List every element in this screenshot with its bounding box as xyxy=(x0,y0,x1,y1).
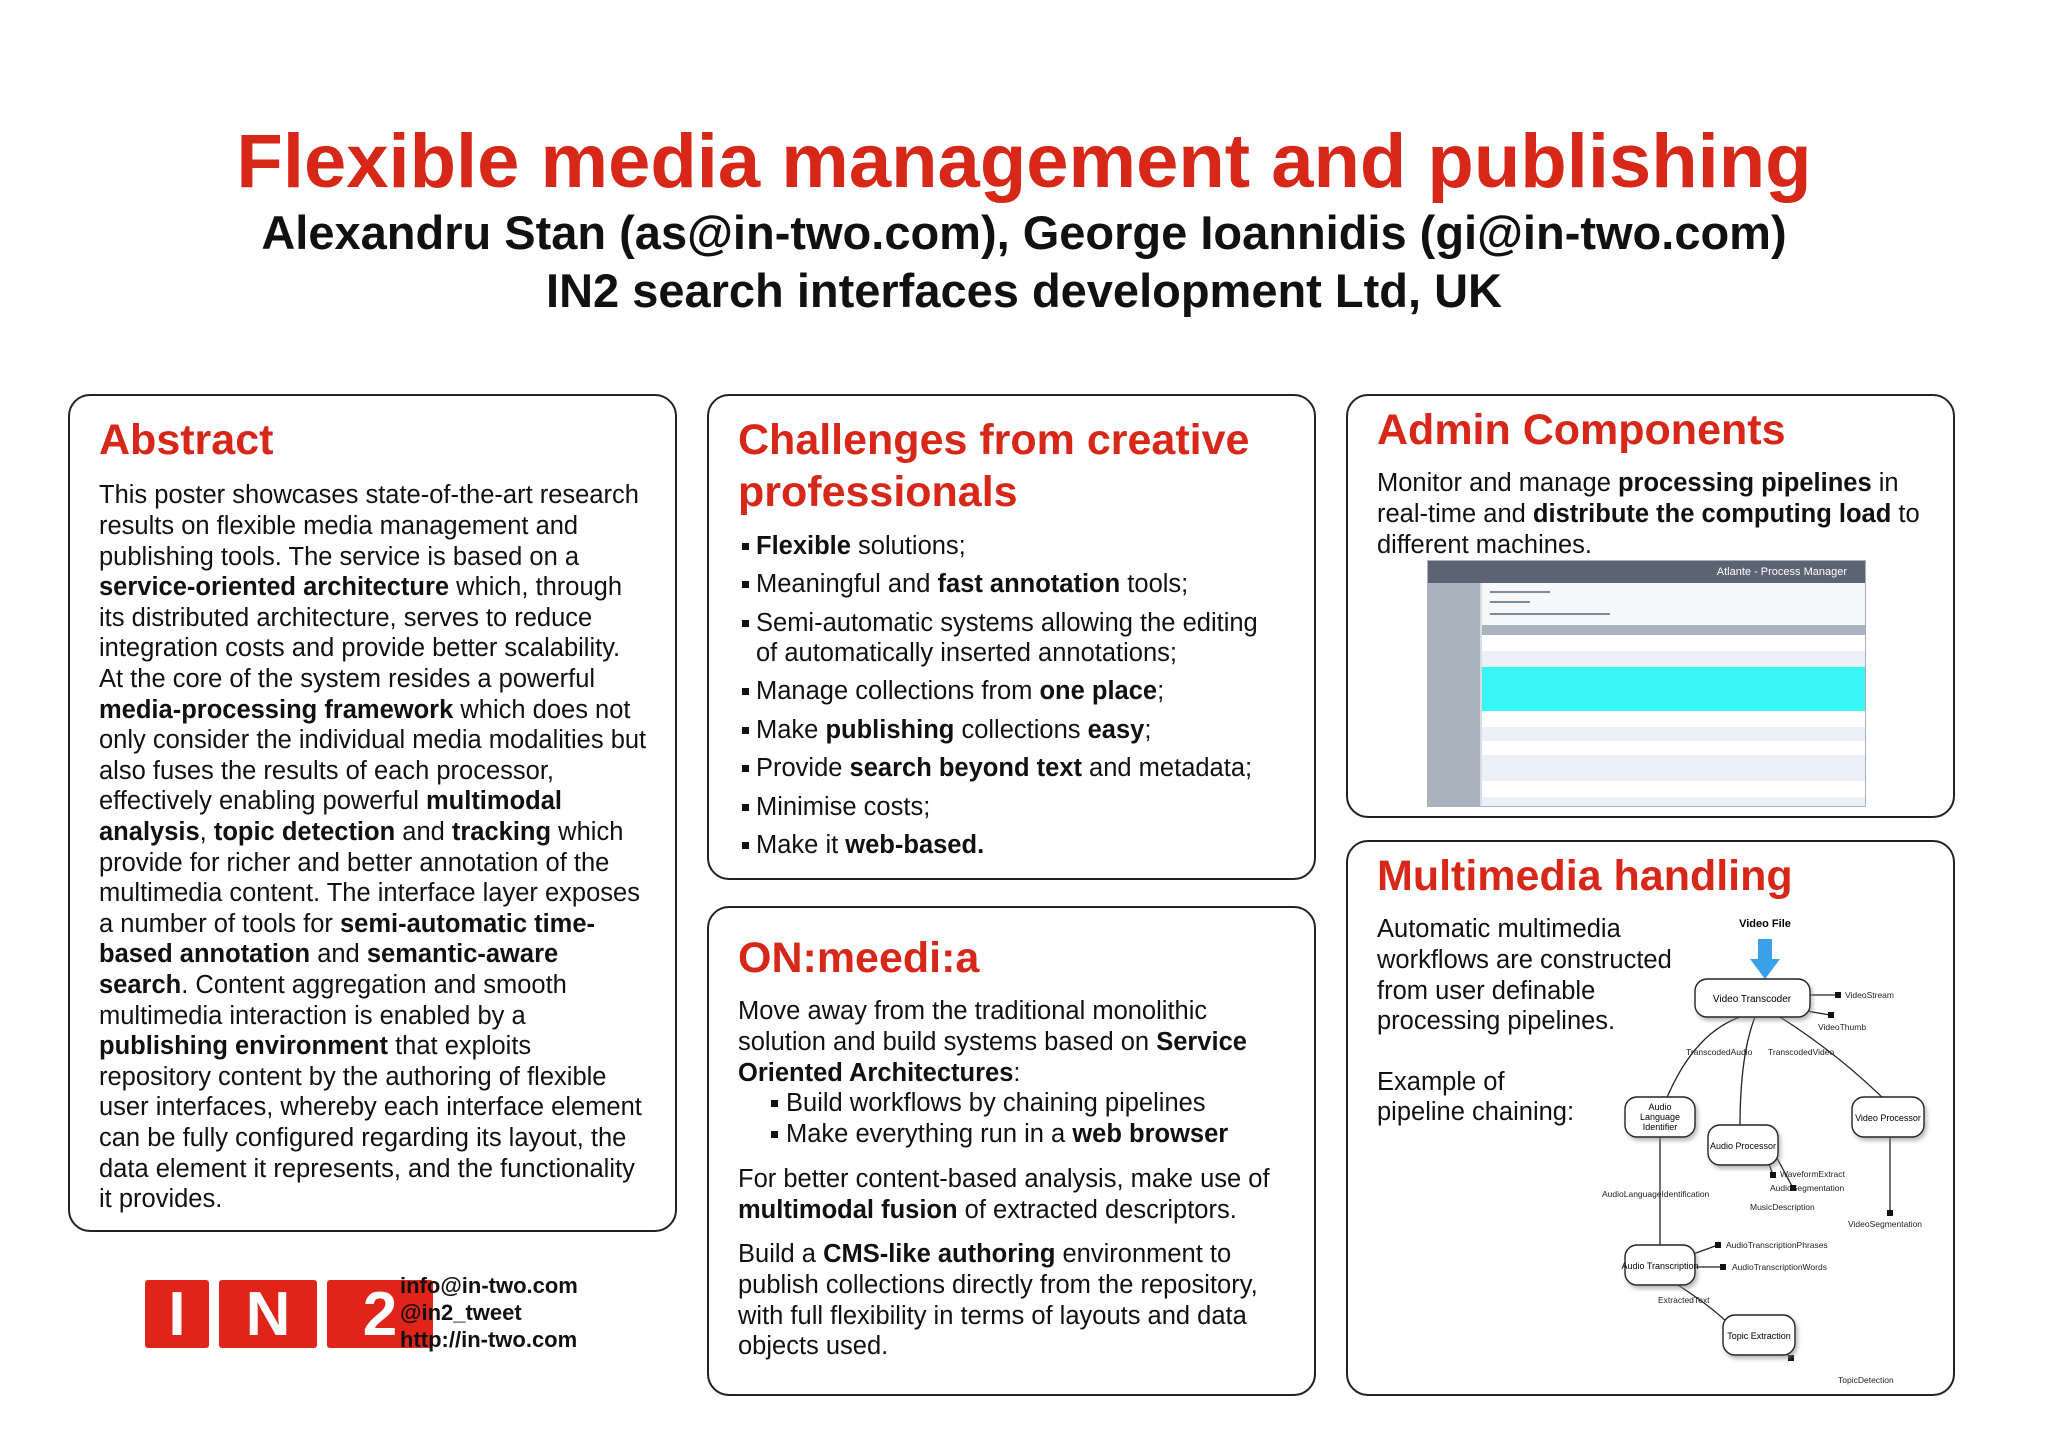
emphasis-text: Flexible xyxy=(756,531,851,560)
emphasis-text: search beyond text xyxy=(849,754,1082,783)
pipeline-diagram xyxy=(1590,905,1950,1395)
out-topic-detection: TopicDetection xyxy=(1838,1375,1894,1385)
input-arrow-icon xyxy=(1750,939,1780,979)
screenshot-table xyxy=(1482,583,1865,806)
text-run: Meaningful and xyxy=(756,570,938,599)
out-video-segmentation: VideoSegmentation xyxy=(1848,1219,1923,1229)
pipeline-example-text: Example of pipeline chaining: xyxy=(1377,1067,1575,1127)
text-run: Build workflows by chaining pipelines xyxy=(786,1089,1206,1118)
emphasis-text: processing pipelines xyxy=(1617,469,1872,498)
text-run: which does not only consider the individual media modalities but also fuses the results of each processor, effectively enabling powerful xyxy=(99,695,647,816)
admin-text xyxy=(1377,468,1925,560)
node-audio-transcription xyxy=(1621,1245,1698,1285)
text-run: Semi-automatic systems allowing the editing of automatically inserted annotations; xyxy=(756,608,1258,667)
challenges-heading: Challenges from creative professionals xyxy=(738,416,1250,517)
onmedia-authoring-text xyxy=(738,1239,1286,1361)
poster-organization: IN2 search interfaces development Ltd, UK xyxy=(546,264,1502,318)
text-run: and metadata; xyxy=(1081,754,1253,783)
text-run: Manage collections from xyxy=(756,677,1040,706)
logo-letter: 2 xyxy=(327,1280,433,1348)
text-run: Monitor and manage xyxy=(1377,469,1618,498)
text-run: ; xyxy=(1157,677,1165,706)
emphasis-text: tracking xyxy=(451,817,552,846)
onmedia-bullets xyxy=(768,1088,1286,1150)
node-audio-language-identifier xyxy=(1625,1097,1695,1137)
poster-title: Flexible media management and publishing xyxy=(236,119,1812,204)
onmedia-fusion-text xyxy=(738,1164,1286,1225)
text-run: to different machines. xyxy=(1377,500,1920,559)
emphasis-text: easy xyxy=(1087,715,1145,744)
list-item xyxy=(768,1119,1286,1150)
text-run: and xyxy=(395,817,452,846)
list-item xyxy=(740,676,1286,706)
out-video-thumb: VideoThumb xyxy=(1818,1022,1867,1032)
emphasis-text: publishing xyxy=(825,715,955,744)
emphasis-text: semantic-aware search xyxy=(99,940,559,999)
poster-authors: Alexandru Stan (as@in-two.com), George Ioannidis (gi@in-two.com) xyxy=(261,205,1787,259)
challenges-list xyxy=(738,531,1286,861)
out-transcription-phrases: AudioTranscriptionPhrases xyxy=(1726,1240,1828,1250)
emphasis-text: CMS-like authoring xyxy=(823,1240,1056,1269)
topic-extraction-label: Topic Extraction xyxy=(1727,1331,1791,1341)
node-video-processor xyxy=(1852,1097,1924,1137)
out-video-stream: VideoStream xyxy=(1845,990,1894,1000)
contact-website[interactable]: http://in-two.com xyxy=(400,1327,578,1352)
out-extracted-text: ExtractedText xyxy=(1658,1295,1710,1305)
text-run: Make everything run in a xyxy=(786,1120,1073,1149)
out-transcription-words: AudioTranscriptionWords xyxy=(1732,1262,1827,1272)
emphasis-text: service-oriented architecture xyxy=(99,573,450,602)
emphasis-text: publishing environment xyxy=(99,1032,389,1061)
logo-letter: I xyxy=(145,1280,209,1348)
challenges-panel xyxy=(707,394,1316,880)
text-run: Provide xyxy=(756,754,850,783)
admin-heading: Admin Components xyxy=(1377,406,1786,454)
onmedia-intro xyxy=(738,996,1286,1088)
emphasis-text: multimodal analysis xyxy=(99,787,562,846)
text-run: environment to publish collections directly from the repository, with full flexibility in terms of layouts and data objects used. xyxy=(738,1240,1258,1361)
out-waveform: WaveformExtract xyxy=(1780,1169,1845,1179)
node-audio-processor xyxy=(1708,1125,1778,1165)
list-item xyxy=(740,715,1286,745)
text-run: that exploits repository content by the authoring of flexible user interfaces, whereby each interface element can be fully configured regarding its layout, the data element it represents, and the functionality it provides. xyxy=(99,1032,642,1214)
abstract-heading: Abstract xyxy=(99,416,274,464)
list-item xyxy=(740,531,1286,561)
list-item xyxy=(740,830,1286,860)
text-run: of extracted descriptors. xyxy=(957,1195,1237,1224)
multimedia-heading: Multimedia handling xyxy=(1377,852,1793,900)
text-run: Make it xyxy=(756,831,846,860)
logo-letter: N xyxy=(219,1280,317,1348)
emphasis-text: web browser xyxy=(1072,1120,1229,1149)
text-run: tools; xyxy=(1120,570,1189,599)
contact-info xyxy=(400,1272,578,1353)
text-run: Make xyxy=(756,715,826,744)
text-run: and xyxy=(310,940,367,969)
list-item xyxy=(740,753,1286,783)
out-audio-segmentation: AudioSegmentation xyxy=(1770,1183,1845,1193)
video-processor-label: Video Processor xyxy=(1855,1113,1921,1123)
screenshot-sidebar xyxy=(1428,583,1480,806)
emphasis-text: multimodal fusion xyxy=(738,1195,958,1224)
out-transcoded-audio: TranscodedAudio xyxy=(1686,1047,1753,1057)
text-run: . Content aggregation and smooth multimedia interaction is enabled by a xyxy=(99,970,567,1030)
list-item xyxy=(740,608,1286,668)
process-manager-screenshot xyxy=(1427,560,1866,807)
emphasis-text: fast annotation xyxy=(937,570,1121,599)
text-run: in real-time and xyxy=(1377,469,1899,529)
text-run: Build a xyxy=(738,1240,824,1269)
list-item xyxy=(740,569,1286,599)
emphasis-text: web-based. xyxy=(845,831,985,860)
multimedia-text: Automatic multimedia workflows are constructed from user definable processing pipelines. xyxy=(1377,915,1672,1036)
emphasis-text: distribute the computing load xyxy=(1532,500,1892,529)
out-language-identification: AudioLanguageIdentification xyxy=(1602,1189,1710,1199)
text-run: : xyxy=(1013,1058,1021,1087)
emphasis-text: Service Oriented Architectures xyxy=(738,1028,1247,1087)
screenshot-titlebar: Atlante - Process Manager xyxy=(1428,561,1865,583)
text-run: which provide for richer and better annotation of the multimedia content. The interface layer exposes a number of tools for xyxy=(99,817,640,938)
text-run: , xyxy=(199,817,214,846)
svg-text:AudioLanguageIdentifier: Audio Language Identifier xyxy=(1639,1102,1681,1132)
audio-transcription-label: Audio Transcription xyxy=(1621,1261,1699,1271)
emphasis-text: semi-automatic time-based annotation xyxy=(99,909,596,969)
text-run: solutions; xyxy=(850,531,966,560)
onmedia-heading: ON:meedi:a xyxy=(738,934,980,982)
node-video-transcoder-label: Video Transcoder xyxy=(1712,994,1792,1005)
out-transcoded-video: TranscodedVideo xyxy=(1768,1047,1835,1057)
abstract-text xyxy=(99,480,647,1214)
text-run: collections xyxy=(954,715,1088,744)
text-run: For better content-based analysis, make use of xyxy=(738,1165,1270,1194)
video-file-label: Video File xyxy=(1739,918,1791,930)
abstract-panel xyxy=(68,394,677,1232)
text-run: ; xyxy=(1144,715,1152,744)
text-run: which, through its distributed architecture, serves to reduce integration costs and provide better scalability. At the core of the system resides a powerful xyxy=(99,573,623,694)
poster-header xyxy=(0,120,2048,321)
out-music-description: MusicDescription xyxy=(1750,1202,1815,1212)
onmedia-panel xyxy=(707,906,1316,1396)
contact-email[interactable]: info@in-two.com xyxy=(400,1273,578,1298)
text-run: Move away from the traditional monolithic solution and build systems based on xyxy=(738,997,1208,1057)
text-run: Minimise costs; xyxy=(756,792,931,821)
emphasis-text: topic detection xyxy=(213,817,396,846)
text-run: This poster showcases state-of-the-art research results on flexible media management and publishing tools. The service is based on a xyxy=(99,481,639,571)
emphasis-text: one place xyxy=(1039,677,1158,706)
emphasis-text: media-processing framework xyxy=(99,695,454,724)
contact-twitter[interactable]: @in2_tweet xyxy=(400,1300,522,1325)
in2-logo xyxy=(145,1280,433,1348)
node-topic-extraction xyxy=(1723,1315,1795,1355)
node-video-transcoder xyxy=(1695,979,1810,1017)
list-item xyxy=(740,792,1286,822)
audio-processor-label: Audio Processor xyxy=(1709,1141,1777,1151)
list-item xyxy=(768,1088,1286,1119)
